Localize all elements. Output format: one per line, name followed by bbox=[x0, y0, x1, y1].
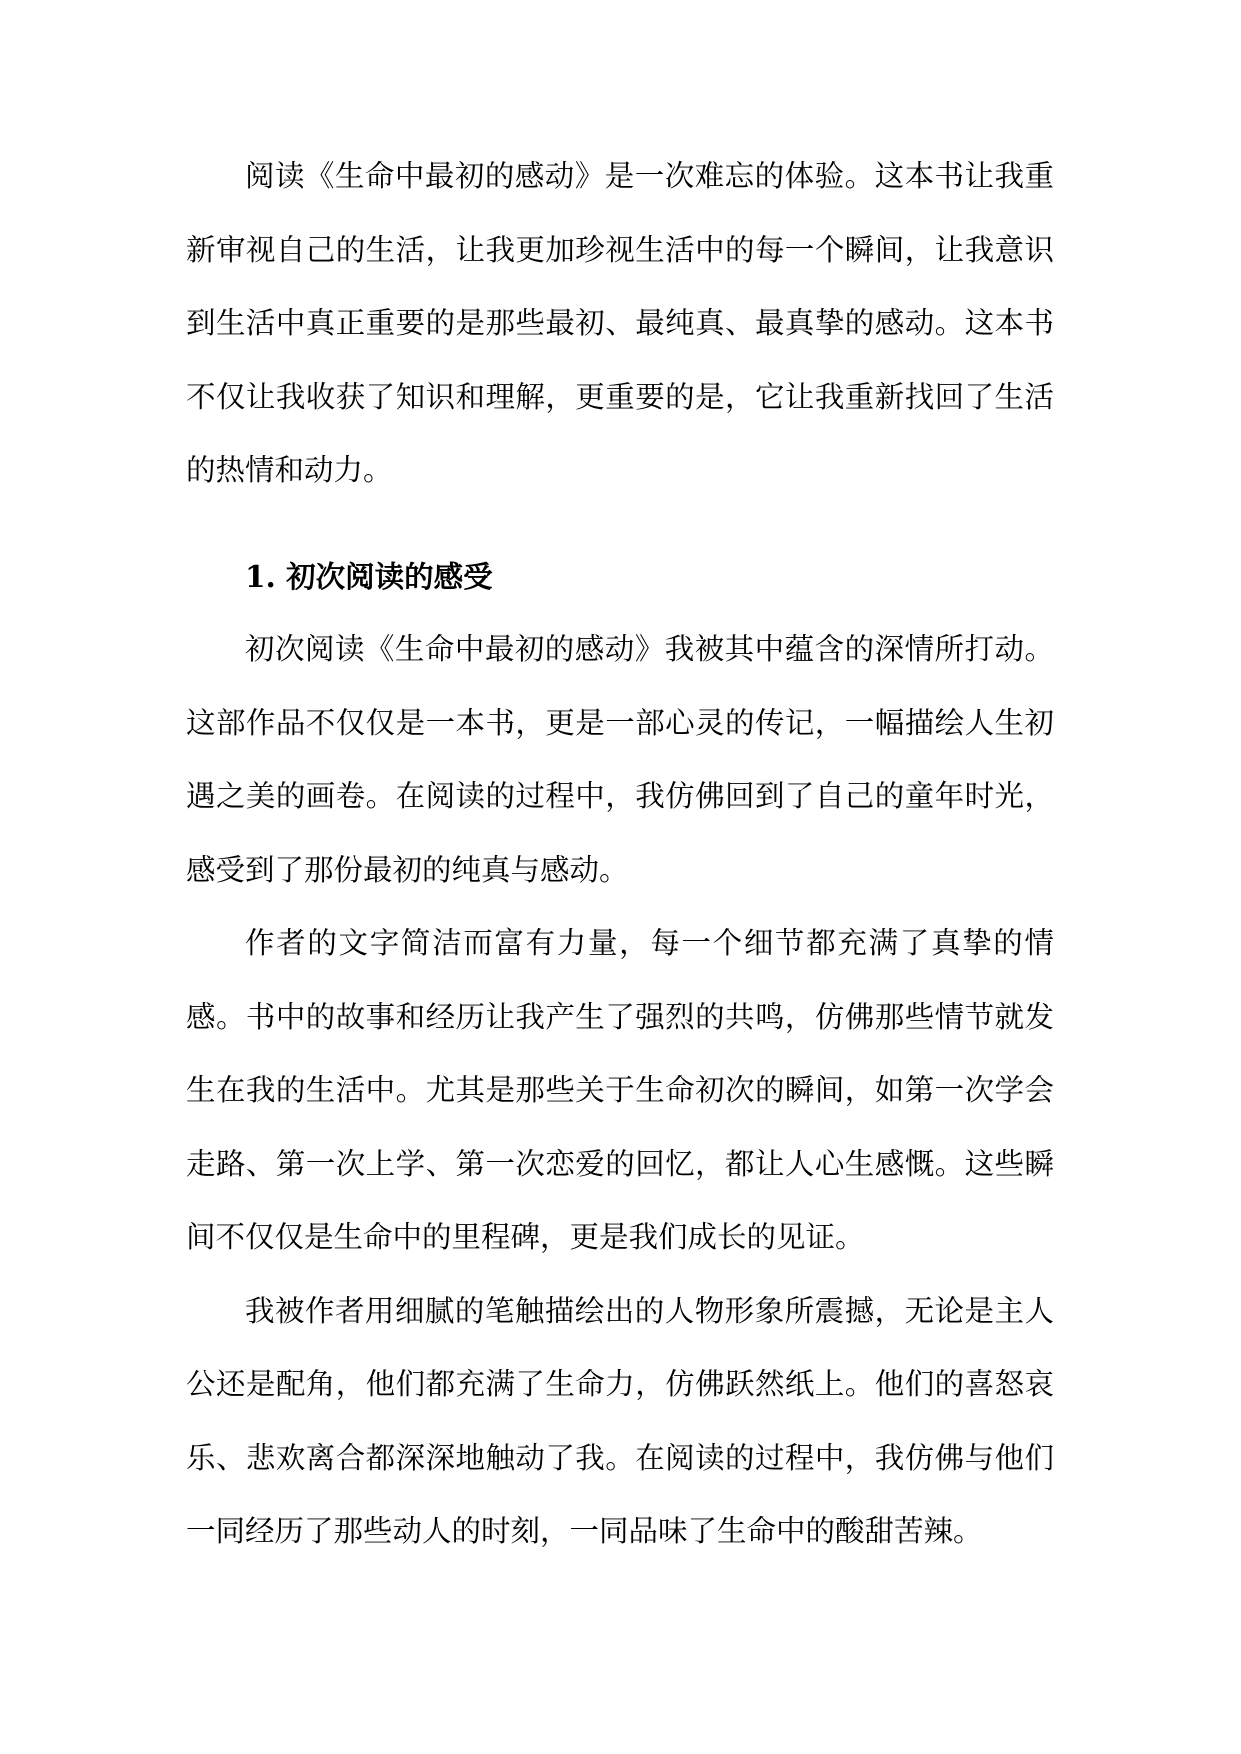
section-heading: 1. 初次阅读的感受 bbox=[245, 558, 493, 594]
intro-paragraph: 阅读《生命中最初的感动》是一次难忘的体验。这本书让我重新审视自己的生活，让我更加珍视生活中的每一个瞬间，让我意识到生活中真正重要的是那些最初、最纯真、最真挚的感动。这本书不仅让我收获了知识和理解，更重要的是，它让我重新找回了生活的热情和动力。 bbox=[186, 159, 1054, 487]
body-paragraph-2: 作者的文字简洁而富有力量，每一个细节都充满了真挚的情感。书中的故事和经历让我产生了强烈的共鸣，仿佛那些情节就发生在我的生活中。尤其是那些关于生命初次的瞬间，如第一次学会走路、第一次上学、第一次恋爱的回忆，都让人心生感慨。这些瞬间不仅仅是生命中的里程碑，更是我们成长的见证。 bbox=[186, 926, 1054, 1254]
body-paragraph-3: 我被作者用细腻的笔触描绘出的人物形象所震撼，无论是主人公还是配角，他们都充满了生命力，仿佛跃然纸上。他们的喜怒哀乐、悲欢离合都深深地触动了我。在阅读的过程中，我仿佛与他们一同经历了那些动人的时刻，一同品味了生命中的酸甜苦辣。 bbox=[186, 1293, 1054, 1548]
document-body bbox=[186, 140, 1054, 1569]
body-paragraph-1: 初次阅读《生命中最初的感动》我被其中蕴含的深情所打动。这部作品不仅仅是一本书，更是一部心灵的传记，一幅描绘人生初遇之美的画卷。在阅读的过程中，我仿佛回到了自己的童年时光，感受到了那份最初的纯真与感动。 bbox=[186, 632, 1054, 887]
